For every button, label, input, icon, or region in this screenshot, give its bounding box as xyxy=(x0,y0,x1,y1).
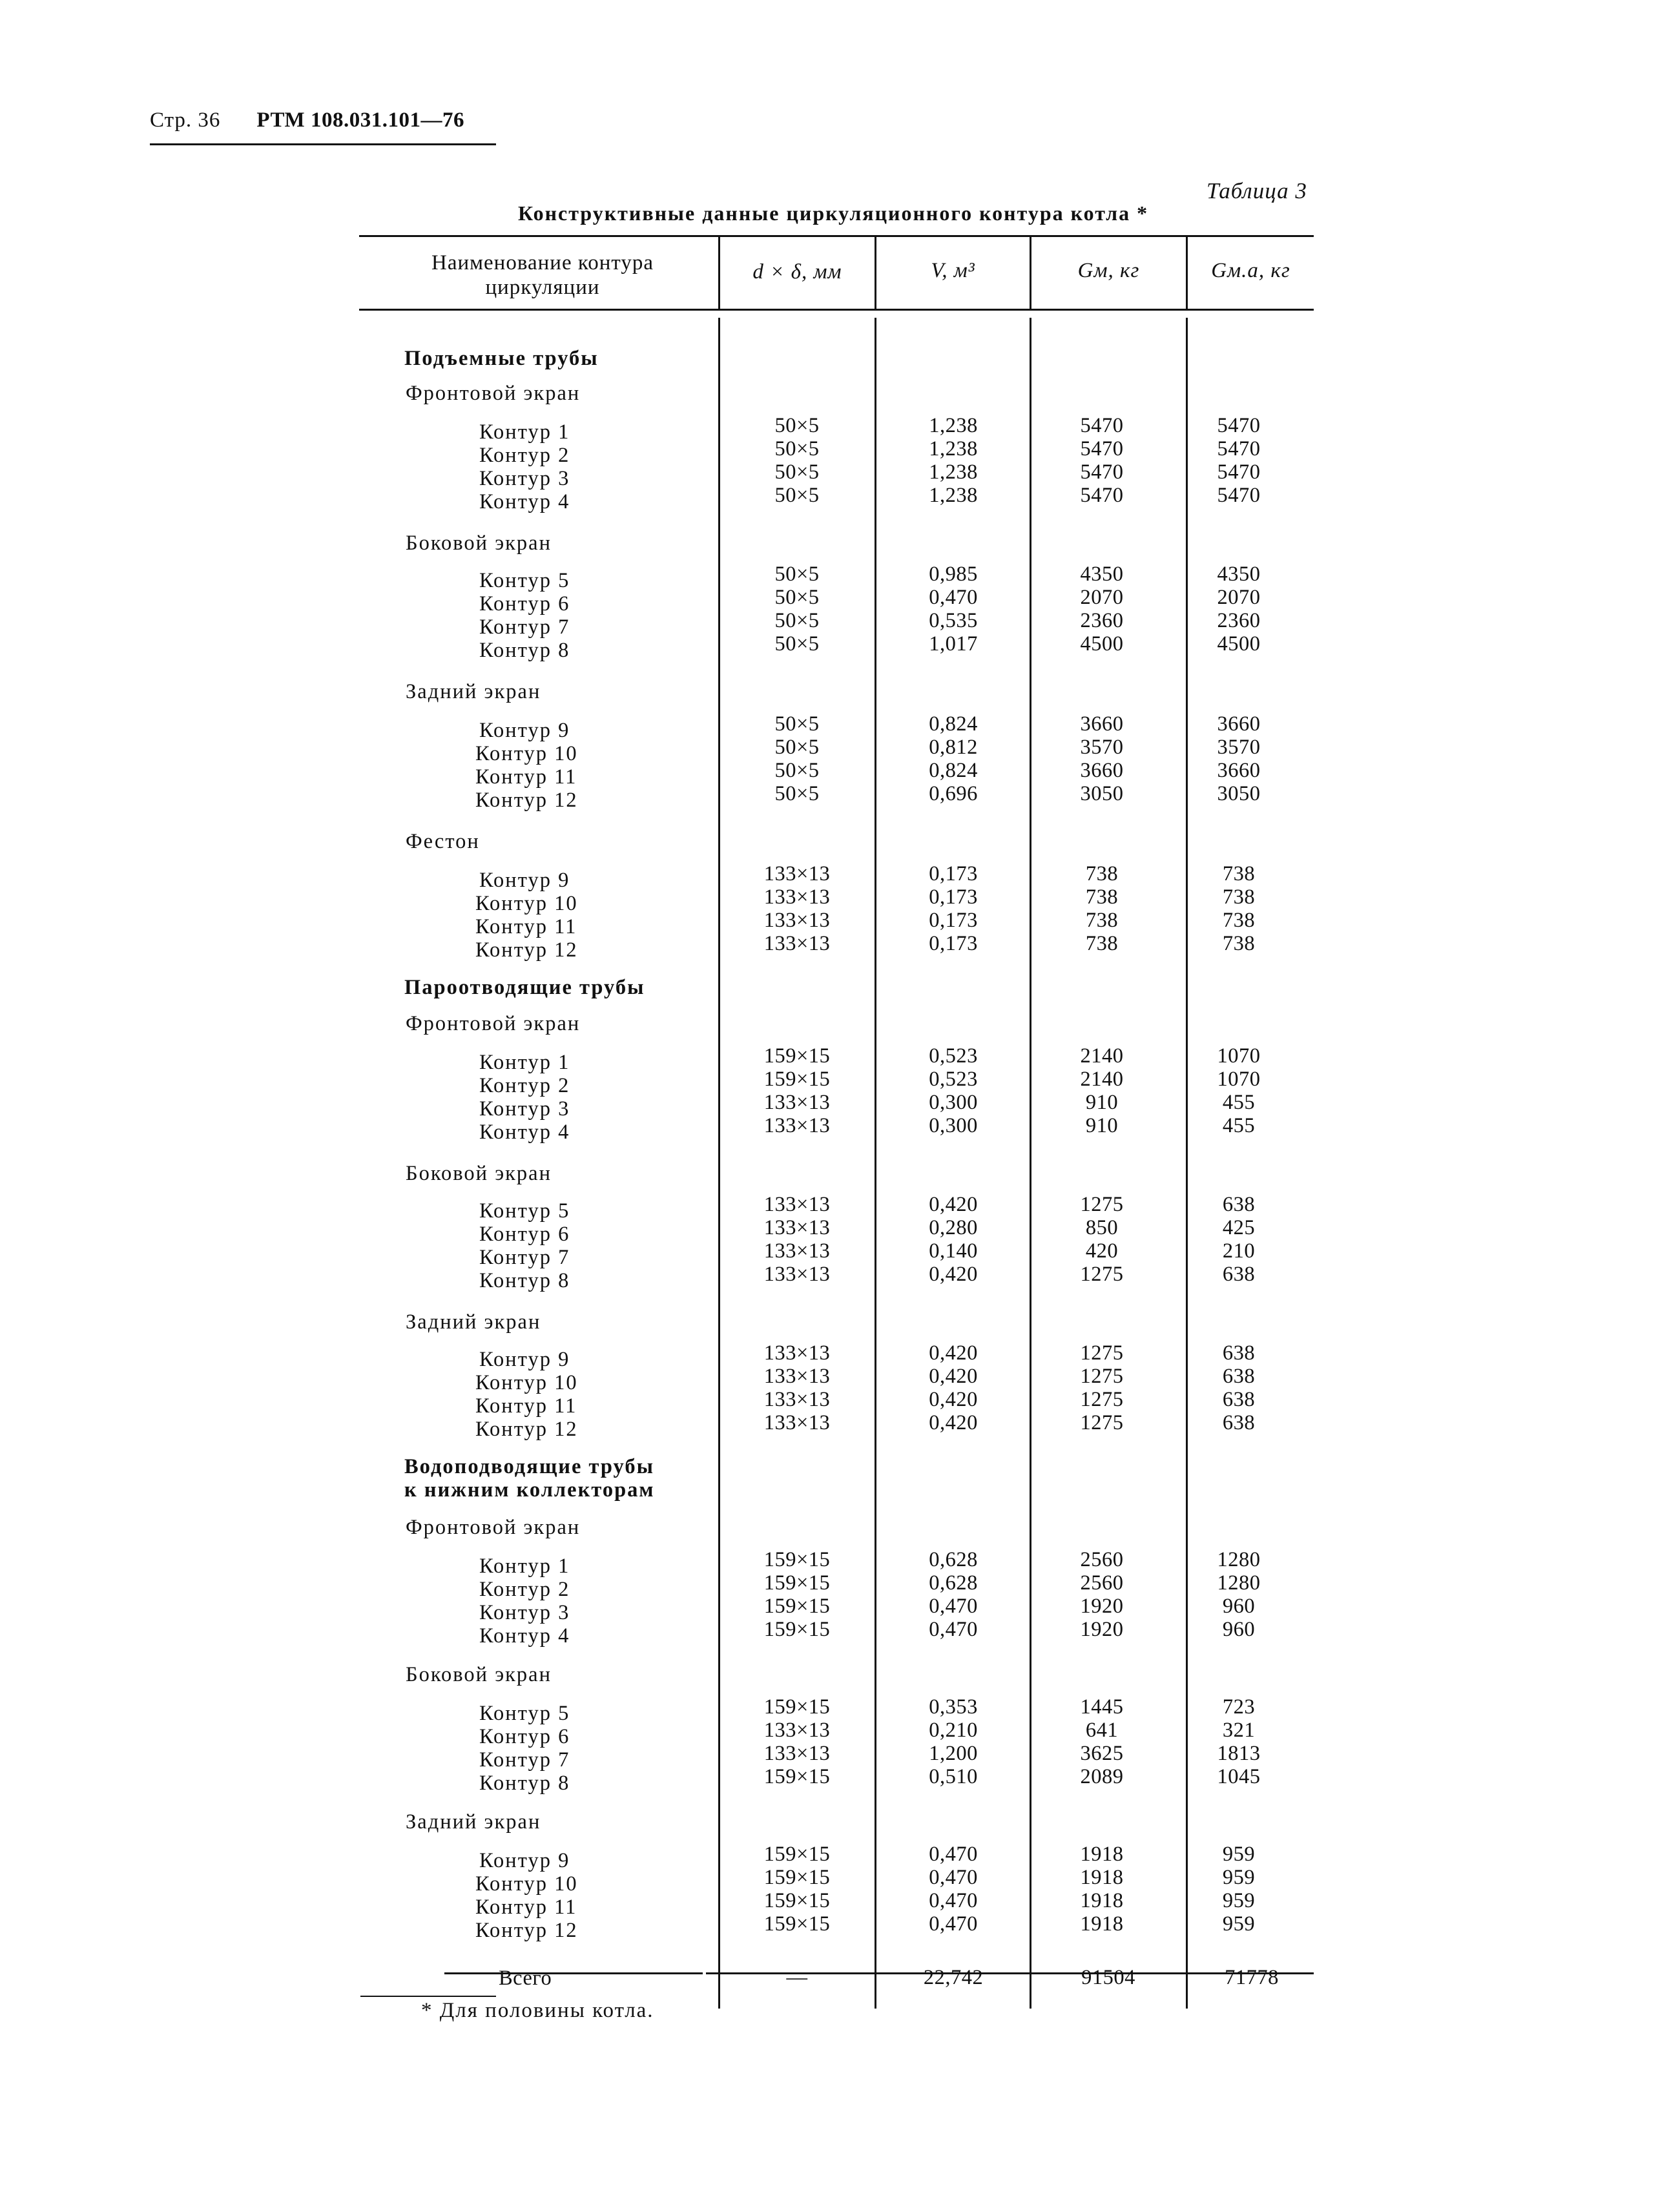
contour-name: Контур 11 xyxy=(475,765,577,789)
contour-name: Контур 9 xyxy=(479,1348,570,1371)
dimension-cell: 133×13 xyxy=(763,1719,831,1742)
volume-cell: 0,510 xyxy=(929,1765,978,1788)
mass-a-cell: 638 xyxy=(1222,1341,1256,1365)
column-header-d: d × δ, мм xyxy=(752,260,842,284)
column-header-gma: Gм.а, кг xyxy=(1211,259,1290,282)
mass-cell: 1918 xyxy=(1080,1889,1124,1912)
contour-name: Контур 8 xyxy=(479,1772,570,1795)
contour-name: Контур 12 xyxy=(475,789,578,812)
subsection-heading: Фестон xyxy=(406,830,480,853)
dimension-cell: 159×15 xyxy=(763,1068,831,1091)
contour-name: Контур 6 xyxy=(479,1223,570,1246)
contour-name: Контур 1 xyxy=(479,420,570,444)
dimension-cell: 159×15 xyxy=(763,1695,831,1719)
table-top-rule xyxy=(359,235,1314,237)
subsection-heading: Задний экран xyxy=(406,680,541,703)
mass-a-cell: 5470 xyxy=(1217,414,1261,437)
volume-cell: 0,300 xyxy=(929,1091,978,1114)
contour-name: Контур 4 xyxy=(479,1121,570,1144)
mass-cell: 3570 xyxy=(1080,736,1124,759)
mass-cell: 5470 xyxy=(1080,414,1124,437)
mass-cell: 3660 xyxy=(1080,759,1124,782)
contour-name: Контур 7 xyxy=(479,1748,570,1772)
volume-cell: 0,140 xyxy=(929,1239,978,1263)
mass-a-cell: 2360 xyxy=(1217,609,1261,632)
contour-name: Контур 11 xyxy=(475,1394,577,1418)
dimension-cell: 50×5 xyxy=(774,759,820,782)
mass-a-cell: 638 xyxy=(1222,1388,1256,1411)
mass-cell: 1275 xyxy=(1080,1263,1124,1286)
contour-name: Контур 9 xyxy=(479,719,570,742)
volume-cell: 0,300 xyxy=(929,1114,978,1137)
mass-cell: 738 xyxy=(1085,909,1119,932)
dimension-cell: 50×5 xyxy=(774,736,820,759)
volume-cell: 0,535 xyxy=(929,609,978,632)
dimension-cell: 50×5 xyxy=(774,712,820,736)
dimension-cell: 133×13 xyxy=(763,1742,831,1765)
mass-cell: 910 xyxy=(1085,1114,1119,1137)
mass-a-cell: 210 xyxy=(1222,1239,1256,1263)
subsection-heading: Фронтовой экран xyxy=(406,1012,581,1035)
volume-cell: 1,238 xyxy=(929,414,978,437)
dimension-cell: 133×13 xyxy=(763,1411,831,1434)
mass-cell: 1275 xyxy=(1080,1411,1124,1434)
section-heading: Пароотводящие трубы xyxy=(404,976,645,999)
volume-cell: 0,470 xyxy=(929,1889,978,1912)
mass-a-cell: 1280 xyxy=(1217,1548,1261,1571)
contour-name: Контур 10 xyxy=(475,1872,578,1896)
dimension-cell: 133×13 xyxy=(763,1216,831,1239)
dimension-cell: 133×13 xyxy=(763,885,831,909)
mass-cell: 3660 xyxy=(1080,712,1124,736)
dimension-cell: 133×13 xyxy=(763,1341,831,1365)
volume-cell: 0,985 xyxy=(929,563,978,586)
dimension-cell: 133×13 xyxy=(763,1193,831,1216)
dimension-cell: 159×15 xyxy=(763,1571,831,1595)
dimension-cell: 50×5 xyxy=(774,609,820,632)
mass-a-cell: 959 xyxy=(1222,1889,1256,1912)
mass-cell: 2560 xyxy=(1080,1571,1124,1595)
mass-cell: 5470 xyxy=(1080,484,1124,507)
contour-name: Контур 11 xyxy=(475,915,577,938)
mass-a-cell: 425 xyxy=(1222,1216,1256,1239)
footnote: * Для половины котла. xyxy=(421,1999,654,2022)
mass-a-cell: 5470 xyxy=(1217,437,1261,460)
volume-cell: 0,420 xyxy=(929,1388,978,1411)
total-rule xyxy=(444,1972,703,1974)
subsection-heading: Боковой экран xyxy=(406,1162,552,1185)
dimension-cell: 133×13 xyxy=(763,932,831,955)
mass-cell: 1275 xyxy=(1080,1193,1124,1216)
total-gm: 91504 xyxy=(1081,1966,1135,1989)
dimension-cell: 50×5 xyxy=(774,563,820,586)
dimension-cell: 159×15 xyxy=(763,1548,831,1571)
dimension-cell: 133×13 xyxy=(763,1239,831,1263)
mass-cell: 1920 xyxy=(1080,1618,1124,1641)
dimension-cell: 133×13 xyxy=(763,862,831,885)
volume-cell: 0,696 xyxy=(929,782,978,805)
mass-a-cell: 1070 xyxy=(1217,1044,1261,1068)
section-heading: Водоподводящие трубы xyxy=(404,1455,654,1478)
mass-a-cell: 1070 xyxy=(1217,1068,1261,1091)
contour-name: Контур 5 xyxy=(479,1702,570,1725)
volume-cell: 0,470 xyxy=(929,1618,978,1641)
dimension-cell: 50×5 xyxy=(774,414,820,437)
volume-cell: 1,238 xyxy=(929,437,978,460)
volume-cell: 0,420 xyxy=(929,1263,978,1286)
volume-cell: 0,824 xyxy=(929,712,978,736)
contour-name: Контур 3 xyxy=(479,1097,570,1121)
contour-name: Контур 9 xyxy=(479,869,570,892)
mass-a-cell: 738 xyxy=(1222,862,1256,885)
volume-cell: 0,420 xyxy=(929,1341,978,1365)
volume-cell: 0,420 xyxy=(929,1365,978,1388)
volume-cell: 1,238 xyxy=(929,484,978,507)
mass-a-cell: 5470 xyxy=(1217,484,1261,507)
dimension-cell: 159×15 xyxy=(763,1912,831,1936)
mass-cell: 5470 xyxy=(1080,460,1124,484)
volume-cell: 0,173 xyxy=(929,862,978,885)
mass-cell: 2140 xyxy=(1080,1068,1124,1091)
mass-cell: 738 xyxy=(1085,932,1119,955)
contour-name: Контур 1 xyxy=(479,1051,570,1074)
total-d: — xyxy=(786,1966,808,1989)
dimension-cell: 159×15 xyxy=(763,1843,831,1866)
dimension-cell: 159×15 xyxy=(763,1618,831,1641)
mass-cell: 2070 xyxy=(1080,586,1124,609)
volume-cell: 0,173 xyxy=(929,909,978,932)
contour-name: Контур 4 xyxy=(479,1624,570,1648)
mass-a-cell: 3570 xyxy=(1217,736,1261,759)
volume-cell: 0,812 xyxy=(929,736,978,759)
volume-cell: 0,470 xyxy=(929,1843,978,1866)
mass-a-cell: 1045 xyxy=(1217,1765,1261,1788)
mass-a-cell: 4350 xyxy=(1217,563,1261,586)
subsection-heading: Боковой экран xyxy=(406,532,552,555)
mass-cell: 5470 xyxy=(1080,437,1124,460)
mass-cell: 4500 xyxy=(1080,632,1124,656)
dimension-cell: 133×13 xyxy=(763,1091,831,1114)
table-header-rule xyxy=(359,309,1314,311)
contour-name: Контур 12 xyxy=(475,1418,578,1441)
mass-a-cell: 5470 xyxy=(1217,460,1261,484)
mass-a-cell: 723 xyxy=(1222,1695,1256,1719)
mass-a-cell: 3050 xyxy=(1217,782,1261,805)
mass-cell: 1918 xyxy=(1080,1912,1124,1936)
contour-name: Контур 12 xyxy=(475,938,578,962)
volume-cell: 0,353 xyxy=(929,1695,978,1719)
contour-name: Контур 6 xyxy=(479,1725,570,1748)
mass-cell: 1920 xyxy=(1080,1595,1124,1618)
mass-a-cell: 959 xyxy=(1222,1912,1256,1936)
volume-cell: 0,470 xyxy=(929,1595,978,1618)
volume-cell: 1,238 xyxy=(929,460,978,484)
dimension-cell: 159×15 xyxy=(763,1595,831,1618)
mass-cell: 3050 xyxy=(1080,782,1124,805)
mass-cell: 1275 xyxy=(1080,1341,1124,1365)
dimension-cell: 159×15 xyxy=(763,1765,831,1788)
column-header-gm: Gм, кг xyxy=(1077,259,1140,282)
mass-a-cell: 1813 xyxy=(1217,1742,1261,1765)
mass-a-cell: 738 xyxy=(1222,932,1256,955)
subsection-heading: Задний экран xyxy=(406,1310,541,1334)
volume-cell: 0,628 xyxy=(929,1571,978,1595)
contour-name: Контур 3 xyxy=(479,467,570,490)
mass-a-cell: 638 xyxy=(1222,1193,1256,1216)
volume-cell: 0,628 xyxy=(929,1548,978,1571)
mass-a-cell: 738 xyxy=(1222,909,1256,932)
mass-a-cell: 638 xyxy=(1222,1411,1256,1434)
mass-cell: 2089 xyxy=(1080,1765,1124,1788)
mass-a-cell: 959 xyxy=(1222,1843,1256,1866)
volume-cell: 0,280 xyxy=(929,1216,978,1239)
mass-cell: 738 xyxy=(1085,885,1119,909)
page-header xyxy=(150,109,464,132)
mass-cell: 1918 xyxy=(1080,1843,1124,1866)
volume-cell: 0,824 xyxy=(929,759,978,782)
contour-name: Контур 7 xyxy=(479,615,570,639)
dimension-cell: 159×15 xyxy=(763,1866,831,1889)
mass-cell: 641 xyxy=(1085,1719,1119,1742)
dimension-cell: 50×5 xyxy=(774,460,820,484)
mass-cell: 4350 xyxy=(1080,563,1124,586)
subsection-heading: Фронтовой экран xyxy=(406,1516,581,1539)
mass-a-cell: 2070 xyxy=(1217,586,1261,609)
section-heading: Подъемные трубы xyxy=(404,347,599,370)
contour-name: Контур 10 xyxy=(475,892,578,915)
mass-cell: 910 xyxy=(1085,1091,1119,1114)
mass-cell: 1275 xyxy=(1080,1365,1124,1388)
mass-cell: 1445 xyxy=(1080,1695,1124,1719)
contour-name: Контур 5 xyxy=(479,1199,570,1223)
dimension-cell: 133×13 xyxy=(763,1388,831,1411)
contour-name: Контур 2 xyxy=(479,444,570,467)
table-number: Таблица 3 xyxy=(1207,178,1307,203)
mass-a-cell: 959 xyxy=(1222,1866,1256,1889)
contour-name: Контур 8 xyxy=(479,639,570,662)
contour-name: Контур 10 xyxy=(475,742,578,765)
contour-name: Контур 8 xyxy=(479,1269,570,1292)
volume-cell: 0,470 xyxy=(929,1866,978,1889)
section-heading: к нижним коллекторам xyxy=(404,1478,655,1502)
contour-name: Контур 3 xyxy=(479,1601,570,1624)
contour-name: Контур 1 xyxy=(479,1555,570,1578)
header-rule xyxy=(150,143,496,145)
dimension-cell: 50×5 xyxy=(774,484,820,507)
volume-cell: 0,523 xyxy=(929,1068,978,1091)
subsection-heading: Боковой экран xyxy=(406,1663,552,1686)
dimension-cell: 50×5 xyxy=(774,632,820,656)
volume-cell: 1,200 xyxy=(929,1742,978,1765)
dimension-cell: 159×15 xyxy=(763,1044,831,1068)
document-code: РТМ 108.031.101—76 xyxy=(256,109,464,132)
volume-cell: 1,017 xyxy=(929,632,978,656)
subsection-heading: Фронтовой экран xyxy=(406,382,581,405)
mass-cell: 850 xyxy=(1085,1216,1119,1239)
mass-cell: 1275 xyxy=(1080,1388,1124,1411)
mass-cell: 2360 xyxy=(1080,609,1124,632)
volume-cell: 0,420 xyxy=(929,1411,978,1434)
subsection-heading: Задний экран xyxy=(406,1810,541,1834)
mass-cell: 420 xyxy=(1085,1239,1119,1263)
mass-a-cell: 3660 xyxy=(1217,759,1261,782)
contour-name: Контур 2 xyxy=(479,1074,570,1097)
mass-a-cell: 738 xyxy=(1222,885,1256,909)
page-number: Стр. 36 xyxy=(150,109,221,132)
contour-name: Контур 12 xyxy=(475,1919,578,1942)
volume-cell: 0,210 xyxy=(929,1719,978,1742)
mass-a-cell: 638 xyxy=(1222,1365,1256,1388)
mass-cell: 738 xyxy=(1085,862,1119,885)
total-v: 22,742 xyxy=(923,1966,984,1989)
dimension-cell: 133×13 xyxy=(763,1263,831,1286)
mass-a-cell: 960 xyxy=(1222,1618,1256,1641)
dimension-cell: 50×5 xyxy=(774,586,820,609)
contour-name: Контур 5 xyxy=(479,569,570,592)
footnote-rule xyxy=(360,1996,496,1997)
volume-cell: 0,470 xyxy=(929,586,978,609)
volume-cell: 0,523 xyxy=(929,1044,978,1068)
volume-cell: 0,173 xyxy=(929,932,978,955)
mass-cell: 1918 xyxy=(1080,1866,1124,1889)
dimension-cell: 133×13 xyxy=(763,1114,831,1137)
mass-a-cell: 638 xyxy=(1222,1263,1256,1286)
mass-a-cell: 321 xyxy=(1222,1719,1256,1742)
contour-name: Контур 2 xyxy=(479,1578,570,1601)
contour-name: Контур 6 xyxy=(479,592,570,615)
column-header-name: Наименование контура циркуляции xyxy=(431,251,654,299)
volume-cell: 0,173 xyxy=(929,885,978,909)
mass-a-cell: 3660 xyxy=(1217,712,1261,736)
mass-a-cell: 4500 xyxy=(1217,632,1261,656)
contour-name: Контур 10 xyxy=(475,1371,578,1394)
contour-name: Контур 9 xyxy=(479,1849,570,1872)
volume-cell: 0,470 xyxy=(929,1912,978,1936)
dimension-cell: 50×5 xyxy=(774,782,820,805)
contour-name: Контур 11 xyxy=(475,1896,577,1919)
total-gma: 71778 xyxy=(1225,1966,1279,1989)
total-label: Всего xyxy=(499,1967,552,1990)
table-title: Конструктивные данные циркуляционного контура котла * xyxy=(518,202,1149,225)
mass-a-cell: 960 xyxy=(1222,1595,1256,1618)
mass-a-cell: 1280 xyxy=(1217,1571,1261,1595)
volume-cell: 0,420 xyxy=(929,1193,978,1216)
dimension-cell: 50×5 xyxy=(774,437,820,460)
contour-name: Контур 7 xyxy=(479,1246,570,1269)
mass-cell: 3625 xyxy=(1080,1742,1124,1765)
contour-name: Контур 4 xyxy=(479,490,570,513)
dimension-cell: 133×13 xyxy=(763,1365,831,1388)
mass-cell: 2560 xyxy=(1080,1548,1124,1571)
dimension-cell: 133×13 xyxy=(763,909,831,932)
mass-a-cell: 455 xyxy=(1222,1091,1256,1114)
mass-a-cell: 455 xyxy=(1222,1114,1256,1137)
mass-cell: 2140 xyxy=(1080,1044,1124,1068)
dimension-cell: 159×15 xyxy=(763,1889,831,1912)
column-header-v: V, м³ xyxy=(931,259,975,282)
